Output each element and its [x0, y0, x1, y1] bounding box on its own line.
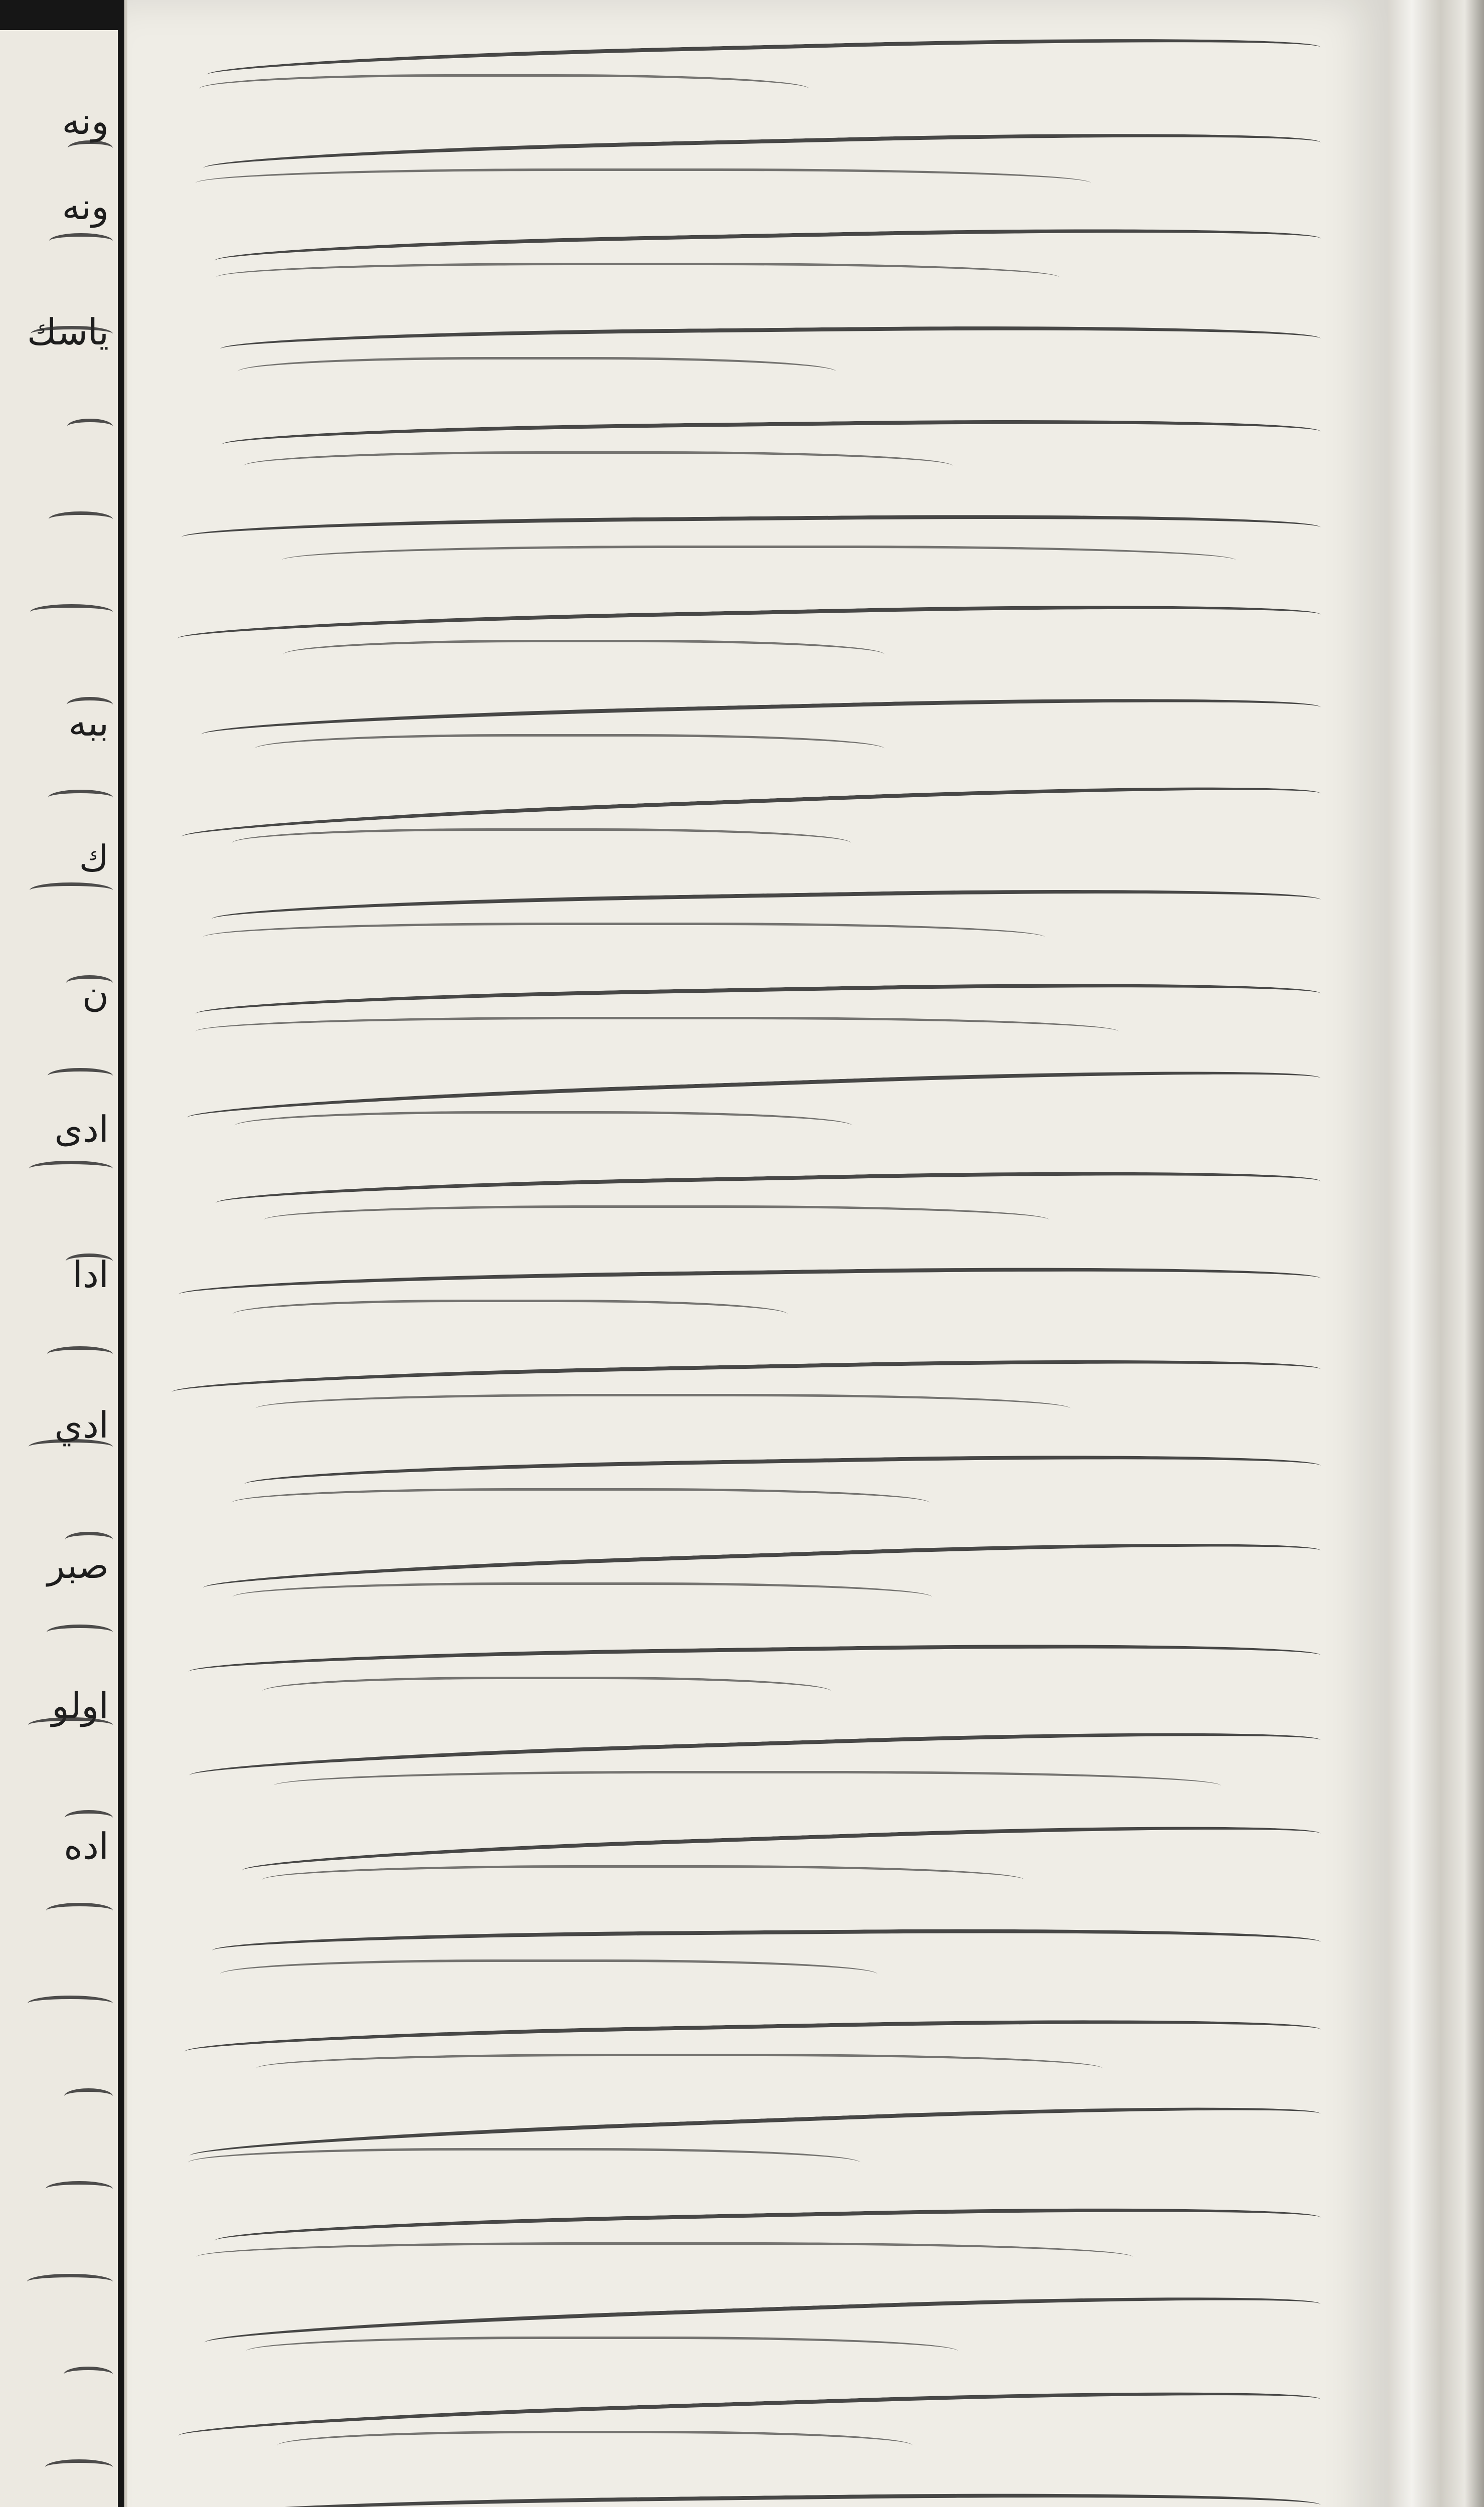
left-page-fragment: اده — [64, 1825, 109, 1867]
handwriting-line — [64, 2367, 113, 2382]
left-page-fragment: اولو — [52, 1685, 109, 1727]
handwriting-line — [244, 451, 953, 469]
handwriting-line — [49, 233, 113, 249]
handwriting-line — [27, 2274, 113, 2289]
handwriting-line — [47, 1346, 113, 1362]
handwriting-line — [203, 923, 1045, 940]
handwriting-line — [177, 2384, 1321, 2439]
handwriting-line — [256, 1394, 1070, 1411]
handwriting-line — [31, 326, 113, 341]
handwriting-line — [282, 546, 1236, 563]
left-page-fragment: ادي — [54, 1404, 109, 1446]
handwriting-line — [199, 74, 809, 92]
handwriting-line — [29, 1161, 113, 1176]
handwriting-line — [216, 1165, 1321, 1206]
handwriting-line — [30, 604, 113, 620]
handwriting-line — [256, 2054, 1102, 2071]
handwriting-line — [255, 734, 884, 752]
handwriting-line — [67, 419, 113, 434]
handwriting-line — [216, 263, 1059, 280]
handwriting-line — [196, 168, 1091, 186]
left-page-fragment: صبر — [47, 1544, 109, 1586]
handwriting-line — [178, 1263, 1321, 1298]
handwriting-line — [30, 882, 113, 898]
handwriting-line — [177, 599, 1321, 642]
handwriting-line — [221, 416, 1321, 448]
handwriting-line — [203, 127, 1321, 171]
handwriting-line — [189, 1640, 1321, 1675]
handwriting-line — [45, 2459, 113, 2475]
handwriting-line — [67, 697, 113, 712]
handwriting-line — [48, 790, 113, 805]
left-page-fragment: ببه — [68, 702, 109, 744]
left-page-fragment: ادا — [72, 1254, 109, 1296]
handwriting-line — [220, 323, 1321, 352]
handwriting-line — [189, 1724, 1321, 1778]
handwriting-line — [203, 1535, 1321, 1591]
left-page — [0, 30, 118, 2507]
handwriting-line — [264, 1205, 1049, 1223]
handwriting-line — [28, 1996, 113, 2011]
handwriting-line — [66, 1254, 113, 1269]
handwriting-line — [46, 1903, 113, 1918]
handwriting-line — [215, 2202, 1321, 2244]
handwriting-line — [184, 2014, 1321, 2055]
handwriting-line — [65, 1532, 113, 1547]
main-page — [124, 0, 1391, 2507]
handwriting-line — [65, 1810, 113, 1826]
left-page-fragment: ك — [79, 837, 109, 879]
handwriting-line — [47, 1625, 113, 1640]
handwriting-line — [187, 1062, 1321, 1121]
handwriting-line — [197, 2242, 1133, 2260]
left-page-fragment: ياسك — [27, 311, 109, 353]
handwriting-line — [277, 2431, 912, 2448]
handwriting-line — [46, 2181, 113, 2197]
left-page-fragment: ادی — [54, 1108, 109, 1150]
handwriting-line — [215, 223, 1321, 264]
handwriting-line — [207, 32, 1321, 78]
left-page-fragment: ونه — [62, 186, 109, 228]
page-edge — [1388, 0, 1484, 2507]
handwriting-line — [232, 1488, 930, 1506]
left-page-fragment: ن — [82, 973, 109, 1015]
handwriting-line — [238, 357, 836, 375]
handwriting-line — [48, 1068, 113, 1084]
left-page-fragment: ونه — [62, 100, 109, 142]
handwriting-line — [169, 2489, 1321, 2507]
handwriting-line — [233, 1300, 788, 1317]
handwriting-line — [211, 884, 1321, 922]
handwriting-line — [64, 2088, 113, 2104]
handwriting-line — [274, 1771, 1221, 1788]
handwriting-line — [244, 1450, 1321, 1488]
handwriting-line — [196, 978, 1321, 1017]
handwriting-line — [68, 140, 113, 156]
handwriting-line — [28, 1717, 113, 1733]
handwriting-line — [66, 975, 113, 991]
handwriting-line — [212, 1926, 1321, 1954]
handwriting-line — [181, 511, 1321, 540]
handwriting-line — [283, 640, 884, 657]
handwriting-line — [29, 1439, 113, 1455]
handwriting-line — [171, 1353, 1321, 1395]
handwriting-line — [262, 1677, 831, 1694]
handwriting-line — [49, 511, 113, 527]
handwriting-line — [201, 691, 1321, 738]
handwriting-line — [220, 1959, 877, 1977]
handwriting-line — [196, 1017, 1119, 1034]
